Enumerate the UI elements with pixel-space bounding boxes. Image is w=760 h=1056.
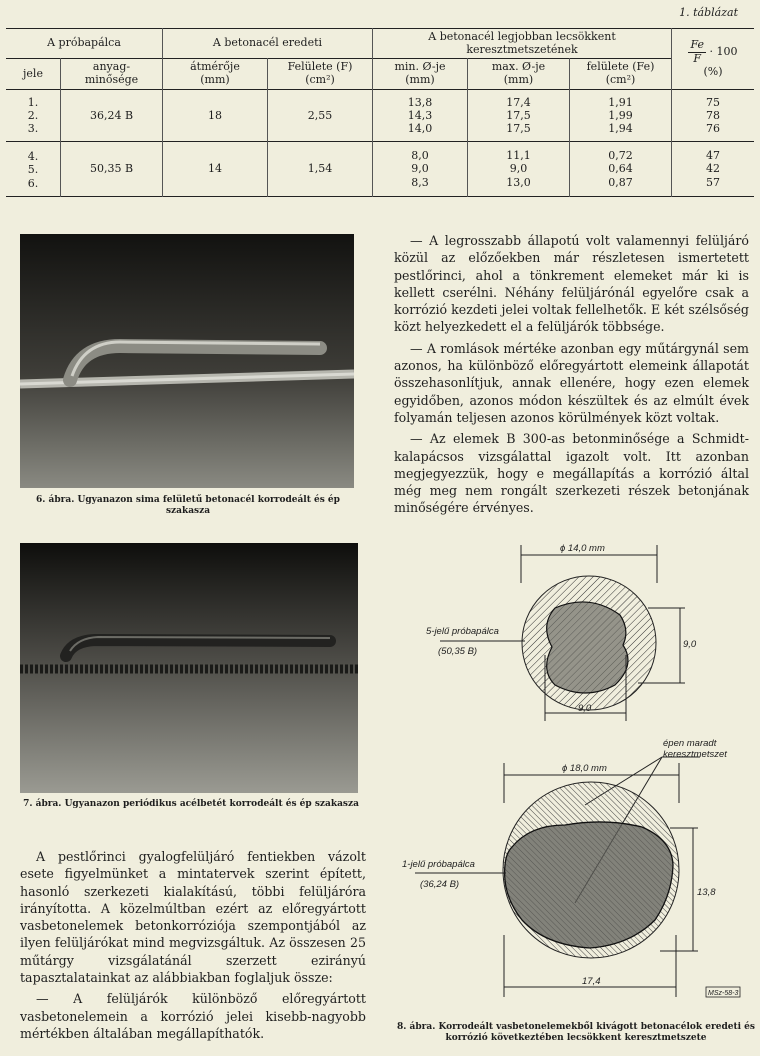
bottom-dim-vertical: 13,8 xyxy=(697,887,716,898)
bottom-sample-material: (36,24 B) xyxy=(420,879,460,890)
row-material: 50,35 B xyxy=(61,142,163,197)
paragraph: A pestlőrinci gyalogfelüljáró fentiekben vázolt esete figyelmünket a mintatervek szerint épített, hasonló szerkezeti kialakítású, többi felüljáróra irányította. A közelmúltban ezért az előregyártott vasbetonelemek betonkorróziója szempontjából az ilyen felüljárókat mind megvizsgáltuk. Az összesen 25 műtárgy vizsgálatánál szerzett ezirányú tapasztalatainkat az alábbiakban foglaljuk össze: xyxy=(20,849,366,986)
header-max: max. Ø-je (mm) xyxy=(468,59,570,89)
row-ids: 4. 5. 6. xyxy=(6,142,61,197)
top-dim-vertical: 9,0 xyxy=(683,639,697,650)
fig6-photo xyxy=(20,234,354,488)
row-material: 36,24 B xyxy=(61,89,163,142)
header-original: A betonacél eredeti xyxy=(163,29,373,59)
row-min: 13,8 14,3 14,0 xyxy=(373,89,468,142)
top-sample-material: (50,35 B) xyxy=(438,646,478,657)
top-intact-section xyxy=(547,602,628,693)
ratio-factor: · 100 xyxy=(709,45,738,59)
top-dim-horizontal: 9,0 xyxy=(578,703,592,714)
right-text xyxy=(394,232,749,521)
top-sample-label: 5-jelű próbapálca xyxy=(426,626,499,637)
row-ids: 1. 2. 3. xyxy=(6,89,61,142)
row-area: 1,54 xyxy=(268,142,373,197)
bottom-sample-label: 1-jelű próbapálca xyxy=(402,859,475,870)
ratio-numerator: Fe xyxy=(690,38,705,52)
intact-label-line1: épen maradt xyxy=(663,738,717,749)
header-jele: jele xyxy=(6,59,61,89)
ratio-unit: (%) xyxy=(703,64,723,78)
row-pct: 75 78 76 xyxy=(706,95,720,135)
header-min: min. Ø-je (mm) xyxy=(373,59,468,89)
ratio-denominator: F xyxy=(693,51,702,65)
top-diameter-label: ϕ 14,0 mm xyxy=(560,543,605,554)
stamp-label: MSz-58-3 xyxy=(708,990,739,997)
fig7-photo xyxy=(20,543,358,793)
paragraph: — A felüljárók különböző előregyártott vasbetonelemein a korrózió jelei kisebb-nagyobb mértékben általában megállapíthatók. xyxy=(20,991,366,1041)
bottom-diameter-label: ϕ 18,0 mm xyxy=(562,763,607,774)
row-fe: 1,91 1,99 1,94 xyxy=(570,89,672,142)
table-row xyxy=(6,142,754,197)
table-label: 1. táblázat xyxy=(679,6,738,19)
data-table xyxy=(6,28,754,197)
intact-label-line2: keresztmetszet xyxy=(663,749,727,760)
fig7-caption: 7. ábra. Ugyanazon periódikus acélbetét korrodeált és ép szakasza xyxy=(23,799,359,809)
header-anyag: anyag- minősége xyxy=(61,59,163,89)
row-max: 11,1 9,0 13,0 xyxy=(468,142,570,197)
table-row xyxy=(6,89,754,142)
row-min: 8,0 9,0 8,3 xyxy=(373,142,468,197)
bottom-dim-horizontal: 17,4 xyxy=(582,976,601,987)
left-text xyxy=(20,848,366,1046)
fig8-caption: 8. ábra. Korrodeált vasbetonelemekből kivágott betonacélok eredeti és korrózió következtében lecsökkent keresztmetszete xyxy=(397,1022,755,1044)
row-area: 2,55 xyxy=(268,89,373,142)
row-max: 17,4 17,5 17,5 xyxy=(468,89,570,142)
row-diameter: 14 xyxy=(163,142,268,197)
paragraph: — A romlások mértéke azonban egy műtárgynál sem azonos, ha különböző előregyártott elemeink állapotát összehasonlítjuk, annak ellenére, hogy ezen elemek egyidőben, azonos módon készültek és az elmúlt évek folyamán teljesen azonos körülmények közt voltak. xyxy=(394,340,749,425)
row-diameter: 18 xyxy=(163,89,268,142)
header-felulet: Felülete (F) (cm²) xyxy=(268,59,373,89)
fig8-diagram xyxy=(380,535,758,1017)
header-ratio xyxy=(672,29,755,90)
header-reduced: A betonacél legjobban lecsökkent keresztmetszetének xyxy=(373,29,672,59)
header-felulet-fe: felülete (Fe) (cm²) xyxy=(570,59,672,89)
paragraph: — A legrosszabb állapotú volt valamennyi felüljáró közül az előzőekben már részletesen ismertetett pestlőrinci, ahol a tönkrement elemeket már ki is kellett cserélni. Néhány felüljárónál egyelőre csak a korrózió kezdeti jelei voltak fellelhetők. E két szélsőség közt helyezkedett el a felüljárók többsége. xyxy=(394,233,749,335)
fig6-caption: 6. ábra. Ugyanazon sima felületű betonacél korrodeált és ép szakasza xyxy=(36,495,340,517)
row-fe: 0,72 0,64 0,87 xyxy=(570,142,672,197)
header-atmero: átmérője (mm) xyxy=(163,59,268,89)
header-sample: A próbapálca xyxy=(6,29,163,59)
paragraph: — Az elemek B 300-as betonminősége a Schmidt-kalapácsos vizsgálattal igazolt volt. Itt azonban megjegyezzük, hogy e megállapítás a korrózió által még meg nem rongált szerkezeti részek betonjának minőségére érvényes. xyxy=(394,431,749,516)
row-pct: 47 42 57 xyxy=(706,149,720,189)
